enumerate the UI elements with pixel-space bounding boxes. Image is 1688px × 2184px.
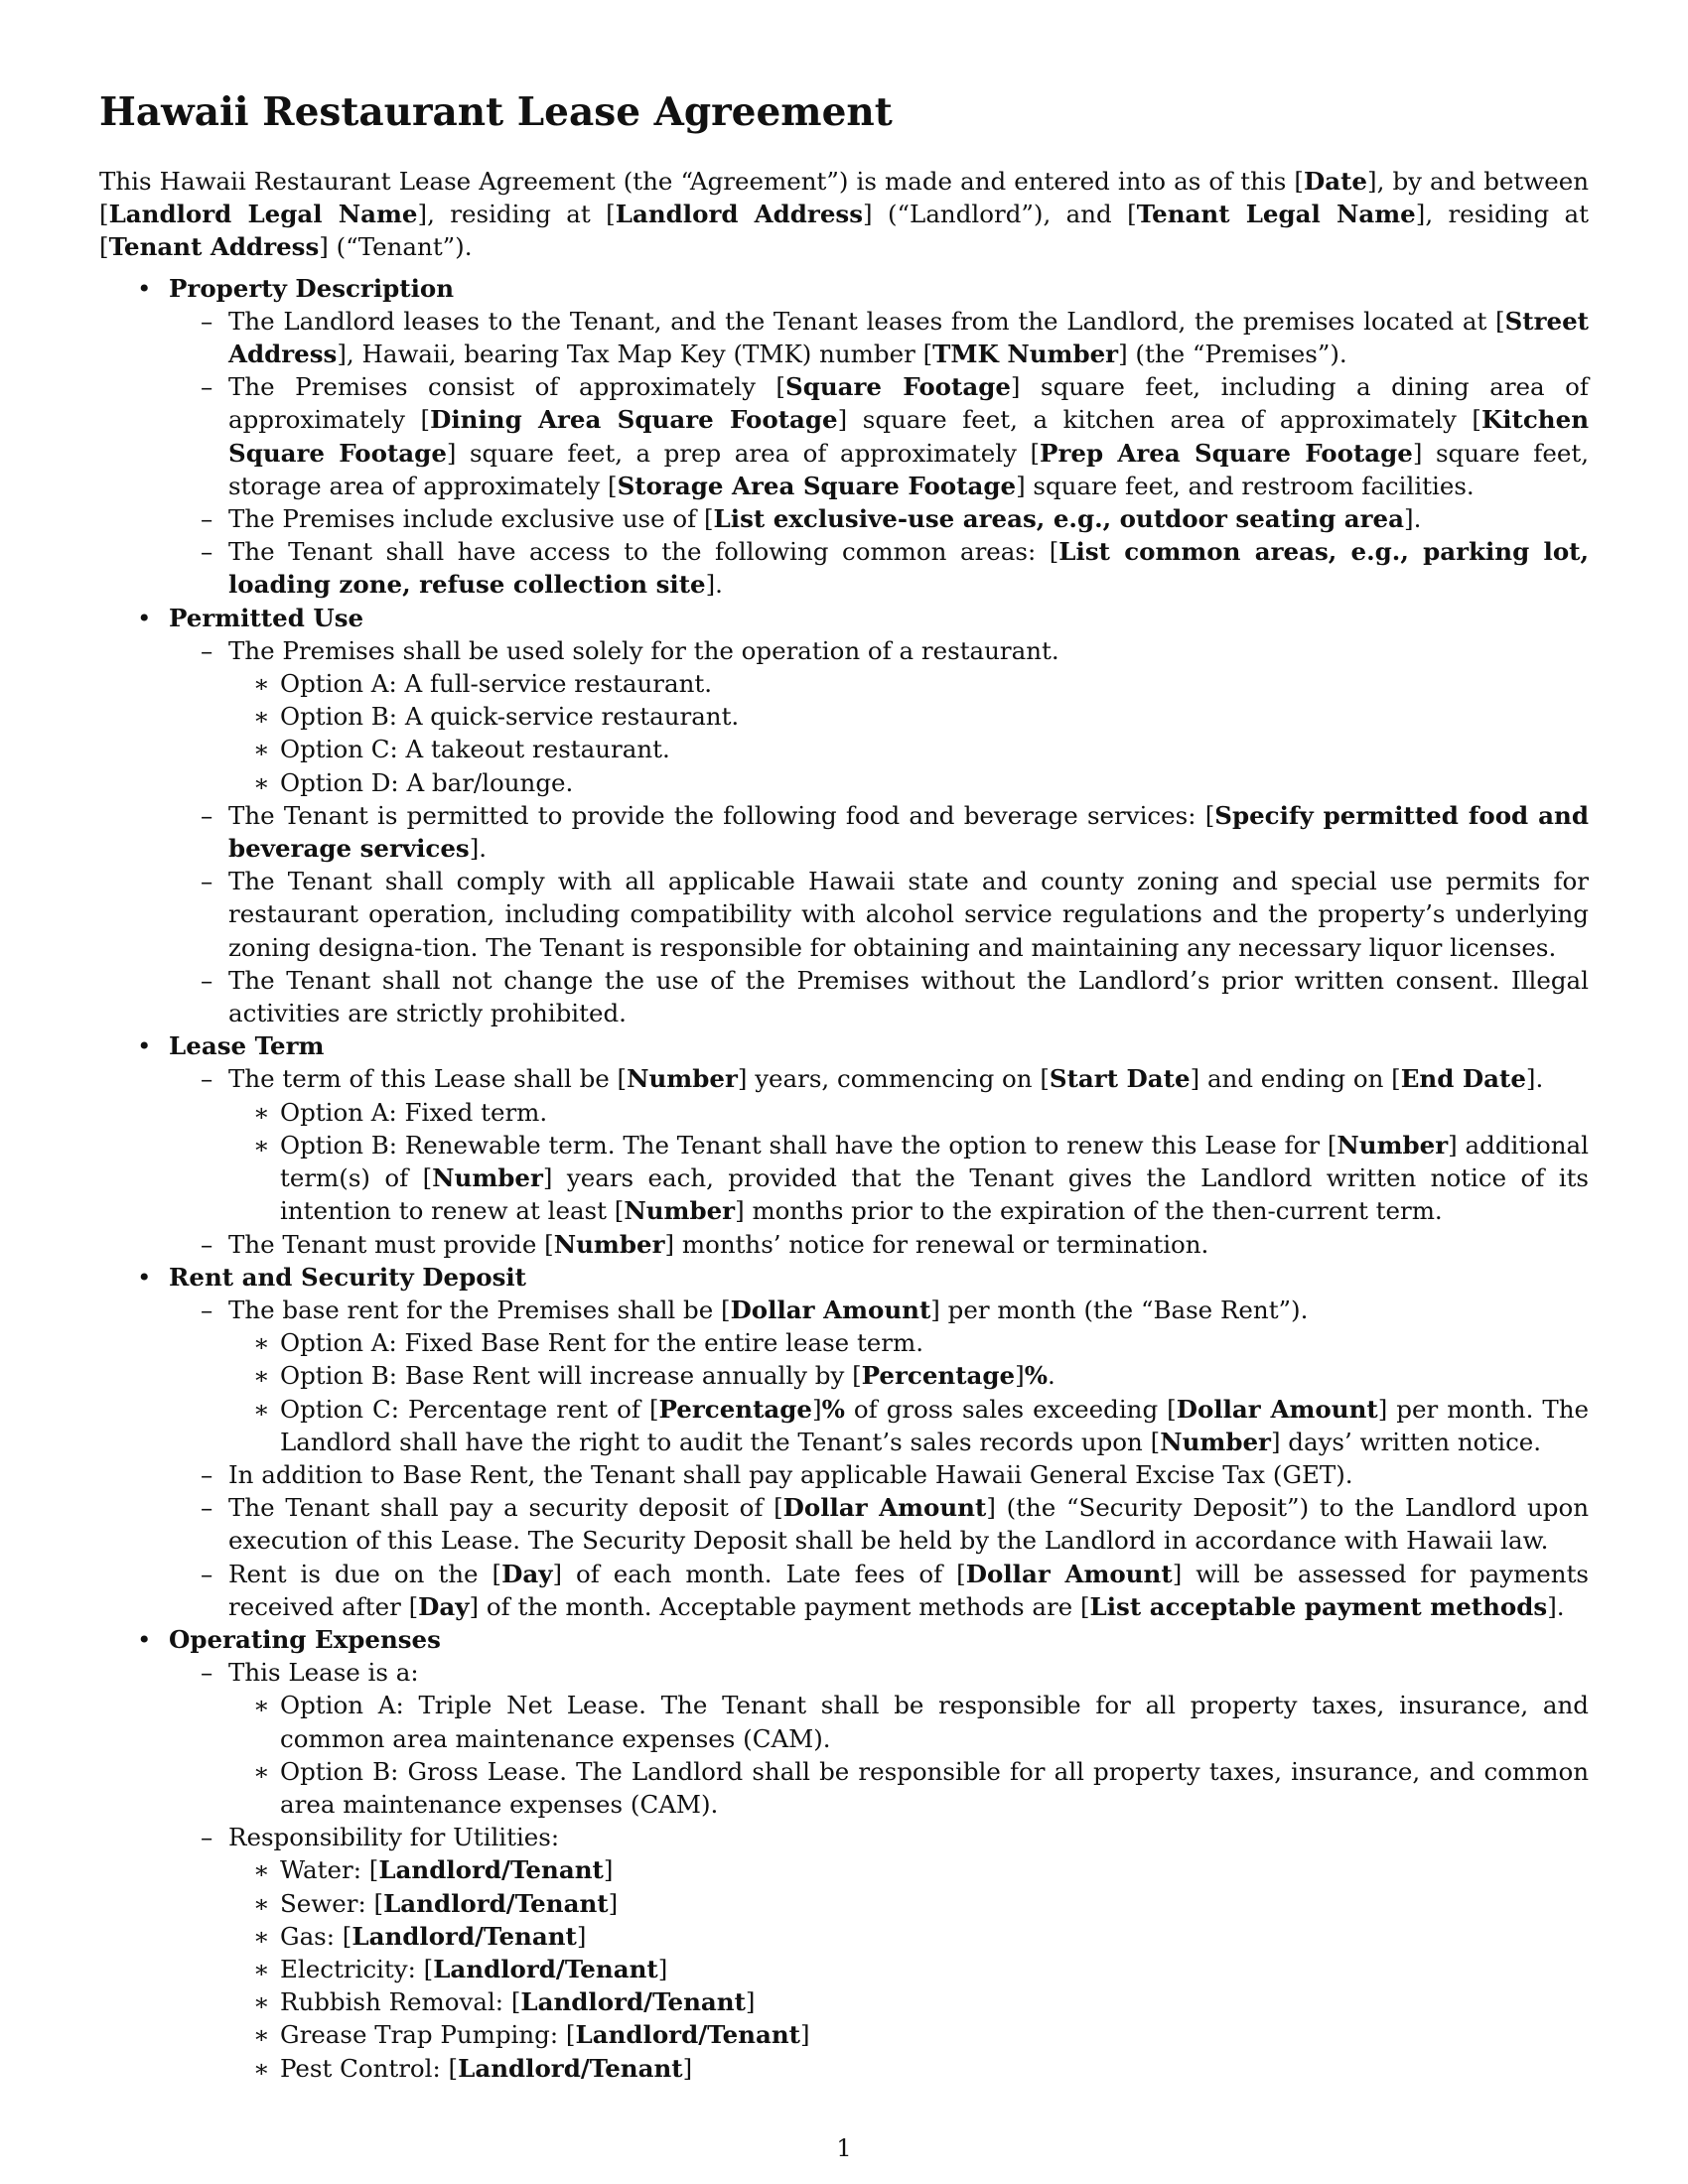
text-run: Sewer: [ [280, 1888, 384, 1918]
text-run: The Tenant is permitted to provide the following food and beverage services: [ [228, 800, 1215, 830]
text-run: In addition to Base Rent, the Tenant shall pay applicable Hawaii General Excise Tax (GET). [228, 1459, 1353, 1489]
list-bullet-level2: – [201, 306, 213, 336]
clause-list [169, 1656, 1589, 2085]
section-title: Lease Term [169, 1031, 325, 1061]
text-run: ]. [469, 834, 488, 864]
text-run: ] [1015, 1361, 1025, 1391]
clause-item [169, 1558, 1589, 1623]
list-bullet-level2: – [201, 1823, 213, 1852]
option-text [280, 1955, 667, 1983]
section-title: Operating Expenses [169, 1624, 441, 1654]
placeholder-field: Dining Area Square Footage [430, 405, 838, 435]
placeholder-field: List acceptable payment methods [1089, 1591, 1548, 1621]
text-run: ] will be assessed for payments received after [ [228, 1559, 1590, 1621]
option-item [228, 700, 1589, 733]
placeholder-field: Street Address [228, 306, 1589, 369]
placeholder-field: Number [624, 1196, 736, 1226]
option-item [228, 766, 1589, 799]
placeholder-field: Landlord/Tenant [458, 2053, 683, 2083]
placeholder-field: End Date [1400, 1064, 1526, 1094]
clause-text [228, 307, 1589, 368]
text-run: ] [603, 1855, 614, 1885]
list-bullet-level1: • [137, 1262, 152, 1292]
placeholder-field: % [821, 1394, 845, 1424]
option-item [228, 1887, 1589, 1920]
placeholder-field: Dollar Amount [730, 1295, 931, 1324]
text-run: ] [812, 1394, 822, 1424]
option-item [228, 1096, 1589, 1129]
text-run: The Tenant shall pay a security deposit of [ [228, 1493, 783, 1523]
text-run: ]. [1547, 1591, 1565, 1621]
text-run: Water: [ [280, 1855, 379, 1885]
section-title: Rent and Security Deposit [169, 1262, 526, 1292]
option-text [280, 1889, 618, 1918]
placeholder-field: Dollar Amount [965, 1559, 1173, 1588]
option-item [228, 1326, 1589, 1359]
placeholder-field: Landlord/Tenant [383, 1888, 609, 1918]
text-run: The Tenant shall have access to the following common areas: [ [228, 537, 1059, 567]
clause-item [169, 1458, 1589, 1491]
text-run: ] months prior to the expiration of the then-current term. [735, 1196, 1443, 1226]
option-text [280, 1855, 613, 1884]
text-run: . [1048, 1361, 1055, 1391]
document-title: Hawaii Restaurant Lease Agreement [99, 89, 893, 135]
list-bullet-level2: – [201, 867, 213, 896]
option-text [280, 1987, 755, 2016]
text-run: ] [682, 2053, 693, 2083]
option-text [280, 2054, 692, 2083]
text-run: ] days’ written notice. [1270, 1427, 1542, 1456]
placeholder-field: Number [432, 1163, 543, 1193]
option-list [228, 1096, 1589, 1228]
list-bullet-level3: ∗ [253, 1328, 270, 1358]
clause-text [228, 1230, 1208, 1259]
clause-item [169, 865, 1589, 964]
clause-text [228, 537, 1589, 599]
intro-paragraph [99, 165, 1589, 264]
text-run: The Landlord leases to the Tenant, and the Tenant leases from the Landlord, the premises located at [ [228, 306, 1505, 336]
document-page [99, 87, 1589, 2085]
placeholder-field: Day [501, 1559, 553, 1588]
clause-item [169, 1294, 1589, 1458]
list-bullet-level3: ∗ [253, 1394, 270, 1424]
section-item [99, 1029, 1589, 1260]
text-run: ] per month. The Landlord shall have the right to audit the Tenant’s sales records upon [ [280, 1394, 1590, 1456]
placeholder-field: Number [1160, 1427, 1271, 1456]
list-bullet-level3: ∗ [253, 735, 270, 764]
placeholder-field: List exclusive-use areas, e.g., outdoor seating area [713, 504, 1405, 534]
option-text [280, 2020, 810, 2049]
clause-item [169, 634, 1589, 799]
option-text [280, 1098, 547, 1127]
placeholder-field: Specify permitted food and beverage services [228, 800, 1589, 864]
list-bullet-level2: – [201, 1493, 213, 1523]
list-bullet-level2: – [201, 1559, 213, 1588]
text-run: ] [657, 1954, 668, 1983]
clause-text [228, 1296, 1308, 1324]
text-run: ], Hawaii, bearing Tax Map Key (TMK) number [ [337, 340, 933, 369]
option-text [280, 735, 670, 763]
section-title: Permitted Use [169, 603, 364, 632]
clause-item [169, 1656, 1589, 1821]
clause-text [228, 636, 1059, 665]
text-run: Option B: A quick-service restaurant. [280, 702, 740, 732]
option-item [228, 1393, 1589, 1458]
text-run: The Tenant must provide [ [228, 1229, 554, 1259]
clause-text [228, 1493, 1589, 1555]
placeholder-field: Percentage [658, 1394, 813, 1424]
text-run: The Premises include exclusive use of [ [228, 504, 714, 534]
clause-item [169, 370, 1589, 502]
placeholder-field: Number [553, 1229, 665, 1259]
text-run: ], residing at [ [417, 200, 616, 229]
option-item [228, 1920, 1589, 1953]
text-run: This Lease is a: [228, 1658, 419, 1688]
text-run: ] square feet, storage area of approximately [ [228, 438, 1590, 500]
clause-item [169, 305, 1589, 370]
list-bullet-level3: ∗ [253, 669, 270, 699]
clause-text [228, 1460, 1353, 1489]
list-bullet-level1: • [137, 603, 152, 632]
option-item [228, 1129, 1589, 1228]
clause-text [228, 867, 1589, 961]
clause-text [228, 1064, 1543, 1093]
option-text [280, 1131, 1589, 1225]
text-run: ], residing at [ [99, 200, 1590, 262]
text-run: ] per month (the “Base Rent”). [930, 1295, 1309, 1324]
list-bullet-level2: – [201, 1064, 213, 1094]
clause-text [228, 966, 1589, 1027]
text-run: Option B: Base Rent will increase annually by [ [280, 1361, 862, 1391]
option-text [280, 1395, 1589, 1456]
text-run: Option A: Fixed term. [280, 1097, 548, 1127]
option-item [228, 1853, 1589, 1886]
option-text [280, 1757, 1589, 1819]
list-bullet-level3: ∗ [253, 1361, 270, 1391]
text-run: The Tenant shall comply with all applicable Hawaii state and county zoning and special use permits for restaurant operation, including compatibility with alcohol service regulations and the property’s underlying zoning designa-tion. The Tenant is responsible for obtaining and maintaining any necessary liquor licenses. [228, 867, 1589, 962]
list-bullet-level1: • [137, 1031, 152, 1061]
text-run: ] (“Landlord”), and [ [863, 200, 1137, 229]
option-item [228, 2052, 1589, 2085]
placeholder-field: Landlord/Tenant [575, 2020, 800, 2050]
option-item [228, 1359, 1589, 1392]
text-run: ]. [705, 570, 723, 600]
text-run: Option B: Renewable term. The Tenant shall have the option to renew this Lease for [ [280, 1130, 1337, 1160]
section-item [99, 1261, 1589, 1623]
clause-text [228, 1823, 559, 1851]
clause-item [169, 502, 1589, 535]
text-run: Responsibility for Utilities: [228, 1823, 560, 1852]
list-bullet-level2: – [201, 1658, 213, 1688]
placeholder-field: Landlord/Tenant [520, 1987, 746, 2017]
text-run: ] [799, 2020, 810, 2050]
placeholder-field: Day [418, 1591, 470, 1621]
placeholder-field: Date [1303, 167, 1368, 196]
page-number: 1 [836, 2134, 852, 2162]
clause-item [169, 1821, 1589, 2085]
text-run: ] [576, 1921, 587, 1951]
text-run: The Premises shall be used solely for the operation of a restaurant. [228, 635, 1059, 665]
option-item [228, 1689, 1589, 1754]
clause-text [228, 1658, 419, 1687]
clause-item [169, 799, 1589, 865]
option-text [280, 1922, 586, 1951]
placeholder-field: Landlord Address [615, 200, 863, 229]
text-run: ] years each, provided that the Tenant gives the Landlord written notice of its intention to renew at least [ [280, 1163, 1589, 1226]
text-run: ] (“Tenant”). [319, 232, 473, 262]
option-item [228, 1953, 1589, 1985]
list-bullet-level2: – [201, 1459, 213, 1489]
placeholder-field: Tenant Address [108, 232, 320, 262]
placeholder-field: Landlord/Tenant [352, 1921, 577, 1951]
placeholder-field: Landlord/Tenant [433, 1954, 658, 1983]
text-run: ] additional term(s) of [ [280, 1130, 1589, 1193]
text-run: ] (the “Premises”). [1118, 340, 1347, 369]
text-run: ], by and between [ [99, 167, 1589, 229]
list-bullet-level1: • [137, 1624, 152, 1654]
option-item [228, 1985, 1589, 2018]
option-item [228, 2018, 1589, 2051]
placeholder-field: Storage Area Square Footage [617, 471, 1017, 500]
text-run: ] [608, 1888, 619, 1918]
option-item [228, 733, 1589, 765]
placeholder-field: TMK Number [932, 340, 1119, 369]
clause-text [228, 504, 1421, 533]
text-run: Gas: [ [280, 1921, 352, 1951]
text-run: ] square feet, including a dining area of approximately [ [228, 372, 1589, 435]
placeholder-field: Tenant Legal Name [1136, 200, 1416, 229]
clause-list [169, 305, 1589, 602]
text-run: Pest Control: [ [280, 2053, 459, 2083]
list-bullet-level2: – [201, 635, 213, 665]
list-bullet-level2: – [201, 372, 213, 402]
placeholder-field: % [1024, 1361, 1048, 1391]
clause-item [169, 1228, 1589, 1261]
option-list [228, 1689, 1589, 1821]
text-run: Option A: Triple Net Lease. The Tenant shall be responsible for all property taxes, insurance, and common area maintenance expenses (CAM). [280, 1691, 1589, 1753]
placeholder-field: Number [1336, 1130, 1449, 1160]
placeholder-field: Landlord/Tenant [378, 1855, 604, 1885]
text-run: Option B: Gross Lease. The Landlord shall be responsible for all property taxes, insurance, and common area maintenance expenses (CAM). [280, 1756, 1589, 1819]
placeholder-field: Percentage [861, 1361, 1016, 1391]
clause-item [169, 535, 1589, 601]
option-text [280, 1691, 1589, 1752]
list-bullet-level3: ∗ [253, 2053, 270, 2083]
text-run: Option D: A bar/lounge. [280, 767, 574, 797]
placeholder-field: Prep Area Square Footage [1040, 438, 1413, 468]
clause-item [169, 964, 1589, 1029]
placeholder-field: Landlord Legal Name [108, 200, 418, 229]
option-text [280, 1361, 1055, 1390]
placeholder-field: Number [627, 1064, 738, 1094]
list-bullet-level2: – [201, 537, 213, 567]
list-bullet-level2: – [201, 1295, 213, 1324]
list-bullet-level2: – [201, 1229, 213, 1259]
clause-text [228, 372, 1589, 500]
list-bullet-level3: ∗ [253, 1888, 270, 1918]
option-item [228, 667, 1589, 700]
section-list [99, 272, 1589, 2085]
placeholder-field: Start Date [1049, 1064, 1191, 1094]
placeholder-field: List common areas, e.g., parking lot, loading zone, refuse collection site [228, 537, 1590, 600]
text-run: Grease Trap Pumping: [ [280, 2020, 576, 2050]
clause-list [169, 634, 1589, 1029]
text-run: Option A: Fixed Base Rent for the entire lease term. [280, 1328, 924, 1358]
list-bullet-level3: ∗ [253, 1921, 270, 1951]
list-bullet-level3: ∗ [253, 2020, 270, 2050]
placeholder-field: Kitchen Square Footage [228, 405, 1590, 468]
text-run: The Tenant shall not change the use of the Premises without the Landlord’s prior written consent. Illegal activities are strictly prohibited. [228, 965, 1589, 1028]
placeholder-field: Dollar Amount [1176, 1394, 1378, 1424]
clause-list [169, 1062, 1589, 1260]
text-run: The base rent for the Premises shall be [ [228, 1295, 731, 1324]
text-run: ]. [1404, 504, 1422, 534]
section-item [99, 1623, 1589, 2085]
text-run: ] of each month. Late fees of [ [552, 1559, 966, 1588]
text-run: Option C: A takeout restaurant. [280, 735, 670, 764]
list-bullet-level3: ∗ [253, 1855, 270, 1885]
text-run: ] square feet, and restroom facilities. [1016, 471, 1475, 500]
option-text [280, 669, 712, 698]
text-run: ] square feet, a prep area of approximately [ [446, 438, 1041, 468]
clause-text [228, 801, 1589, 863]
placeholder-field: Square Footage [785, 372, 1011, 402]
clause-item [169, 1062, 1589, 1227]
text-run: ] square feet, a kitchen area of approximately [ [837, 405, 1481, 435]
option-list [228, 667, 1589, 799]
text-run: The Premises consist of approximately [ [228, 372, 785, 402]
list-bullet-level2: – [201, 965, 213, 995]
list-bullet-level3: ∗ [253, 1756, 270, 1786]
clause-item [169, 1491, 1589, 1557]
text-run: Rubbish Removal: [ [280, 1987, 521, 2017]
text-run: ] [745, 1987, 756, 2017]
clause-list [169, 1294, 1589, 1623]
text-run: ]. [1525, 1064, 1544, 1094]
list-bullet-level2: – [201, 504, 213, 534]
option-item [228, 1755, 1589, 1821]
text-run: Option A: A full-service restaurant. [280, 669, 712, 699]
list-bullet-level3: ∗ [253, 767, 270, 797]
text-run: Option C: Percentage rent of [ [280, 1394, 659, 1424]
text-run: ] and ending on [ [1190, 1064, 1401, 1094]
text-run: ] (the “Security Deposit”) to the Landlord upon execution of this Lease. The Security Deposit shall be held by the Landlord in accordance with Hawaii law. [228, 1493, 1589, 1556]
list-bullet-level3: ∗ [253, 1691, 270, 1720]
list-bullet-level3: ∗ [253, 1097, 270, 1127]
section-item [99, 602, 1589, 1030]
text-run: Rent is due on the [ [228, 1559, 502, 1588]
text-run: ] years, commencing on [ [737, 1064, 1050, 1094]
clause-text [228, 1560, 1589, 1621]
text-run: of gross sales exceeding [ [844, 1394, 1177, 1424]
option-text [280, 702, 739, 731]
list-bullet-level2: – [201, 800, 213, 830]
list-bullet-level3: ∗ [253, 1987, 270, 2017]
text-run: Electricity: [ [280, 1954, 434, 1983]
list-bullet-level3: ∗ [253, 1954, 270, 1983]
list-bullet-level1: • [137, 273, 152, 303]
list-bullet-level3: ∗ [253, 1130, 270, 1160]
text-run: This Hawaii Restaurant Lease Agreement (the “Agreement”) is made and entered into as of this [ [99, 167, 1304, 196]
text-run: ] of the month. Acceptable payment methods are [ [469, 1591, 1090, 1621]
placeholder-field: Dollar Amount [782, 1493, 987, 1523]
section-title: Property Description [169, 273, 455, 303]
text-run: ] months’ notice for renewal or termination. [664, 1229, 1209, 1259]
option-text [280, 1328, 923, 1357]
option-list [228, 1326, 1589, 1458]
list-bullet-level3: ∗ [253, 702, 270, 732]
option-text [280, 768, 573, 797]
section-item [99, 272, 1589, 602]
text-run: The term of this Lease shall be [ [228, 1064, 628, 1094]
option-list [228, 1853, 1589, 2084]
